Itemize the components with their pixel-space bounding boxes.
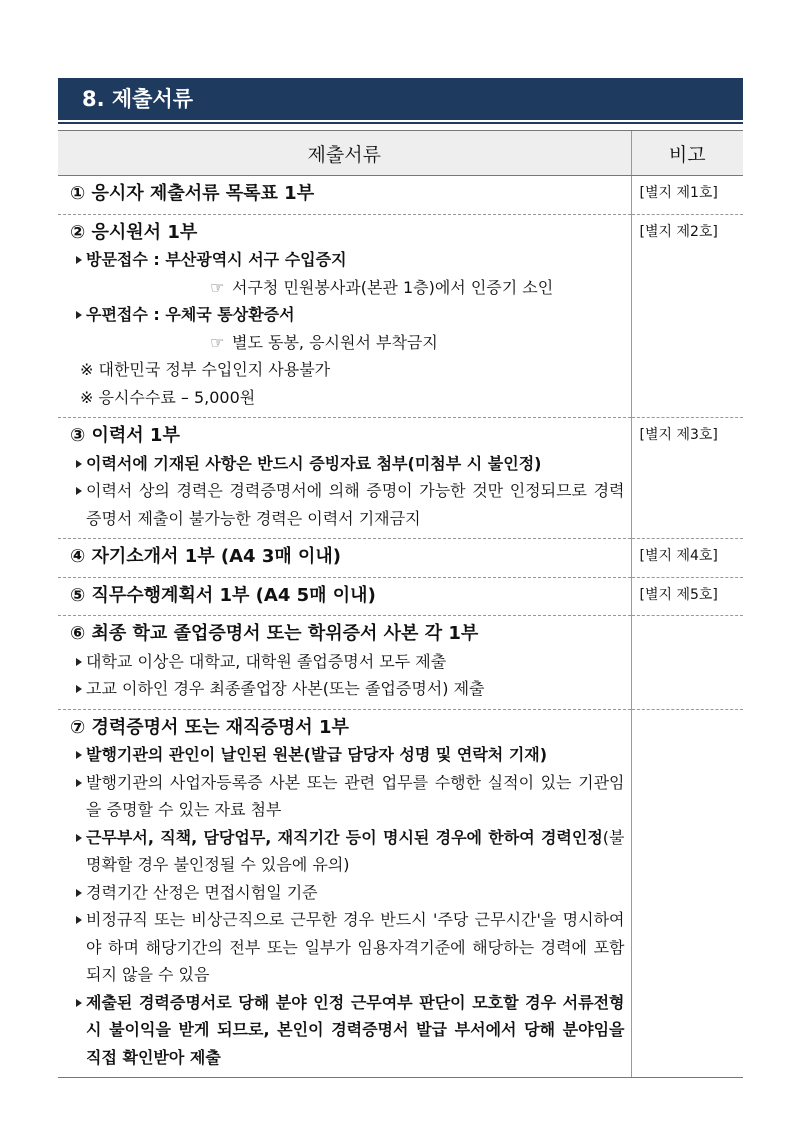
submission-documents-table xyxy=(58,130,743,1078)
bullet-item: 제출된 경력증명서로 당해 분야 인정 근무여부 판단이 모호할 경우 서류전형 시 불이익을 받게 되므로, 본인이 경력증명서 발급 부서에서 당해 분야임을 직접 확인받아 제출 xyxy=(70,989,625,1072)
table-row xyxy=(58,709,743,1078)
bullet-item: 이력서에 기재된 사항은 반드시 증빙자료 첨부(미첨부 시 불인정) xyxy=(70,450,625,478)
bullet-item: 대학교 이상은 대학교, 대학원 졸업증명서 모두 제출 xyxy=(70,648,625,676)
row-title: ② 응시원서 1부 xyxy=(70,221,198,243)
section-title: 8. 제출서류 xyxy=(82,87,194,111)
table-row xyxy=(58,418,743,539)
table-row xyxy=(58,616,743,710)
note-cell xyxy=(631,709,743,1078)
bullet-item: 경력기간 산정은 면접시험일 기준 xyxy=(70,879,625,907)
reference-line xyxy=(70,274,625,302)
bullet-item xyxy=(70,824,625,879)
header-underline xyxy=(58,122,743,124)
bullet-item: 방문접수 : 부산광역시 서구 수입증지 xyxy=(70,246,625,274)
table-row xyxy=(58,577,743,616)
table-row xyxy=(58,176,743,215)
reference-text: 별도 동봉, 응시원서 부착금지 xyxy=(232,332,438,352)
note-cell: [별지 제3호] xyxy=(631,418,743,539)
notice-line: ※ 응시수수료 – 5,000원 xyxy=(80,387,256,407)
note-cell: [별지 제4호] xyxy=(631,539,743,578)
bullet-bold-text: 근무부서, 직책, 담당업무, 재직기간 등이 명시된 경우에 한하여 경력인정 xyxy=(86,827,603,847)
table-row xyxy=(58,214,743,418)
docs-cell xyxy=(58,214,631,418)
pointing-hand-icon: ☞ xyxy=(210,277,225,297)
notice-line: ※ 대한민국 정부 수입인지 사용불가 xyxy=(80,360,331,379)
header-note: 비고 xyxy=(631,131,743,176)
row-title: ⑤ 직무수행계획서 1부 (A4 5매 이내) xyxy=(70,584,376,606)
bullet-plain-text: (불명확할 경우 불인정될 수 있음에 유의) xyxy=(86,827,625,874)
row-title: ① 응시자 제출서류 목록표 1부 xyxy=(70,183,315,204)
row-title: ⑥ 최종 학교 졸업증명서 또는 학위증서 사본 각 1부 xyxy=(70,623,479,644)
header-docs: 제출서류 xyxy=(58,131,631,176)
row-title: ③ 이력서 1부 xyxy=(70,425,180,446)
bullet-item: 고교 이하인 경우 최종졸업장 사본(또는 졸업증명서) 제출 xyxy=(70,675,625,703)
bullet-item: 우편접수 : 우체국 통상환증서 xyxy=(70,301,625,329)
table-header-row xyxy=(58,131,743,176)
bullet-item: 발행기관의 사업자등록증 사본 또는 관련 업무를 수행한 실적이 있는 기관임을 증명할 수 있는 자료 첨부 xyxy=(70,769,625,824)
docs-cell xyxy=(58,539,631,578)
note-cell: [별지 제1호] xyxy=(631,176,743,215)
pointing-hand-icon: ☞ xyxy=(210,332,225,352)
docs-cell xyxy=(58,418,631,539)
docs-cell xyxy=(58,616,631,710)
reference-text: 서구청 민원봉사과(본관 1층)에서 인증기 소인 xyxy=(232,277,554,297)
bullet-item: 비정규직 또는 비상근직으로 근무한 경우 반드시 '주당 근무시간'을 명시하여야 하며 해당기간의 전부 또는 일부가 임용자격기준에 해당하는 경력에 포함되지 않을 수 있음 xyxy=(70,906,625,989)
row-title: ④ 자기소개서 1부 (A4 3매 이내) xyxy=(70,546,342,567)
table-row xyxy=(58,539,743,578)
row-title: ⑦ 경력증명서 또는 재직증명서 1부 xyxy=(70,716,349,738)
reference-line xyxy=(70,329,625,357)
bullet-item: 발행기관의 관인이 날인된 원본(발급 담당자 성명 및 연락처 기재) xyxy=(70,741,625,769)
docs-cell xyxy=(58,176,631,215)
note-cell: [별지 제2호] xyxy=(631,214,743,418)
section-header xyxy=(58,78,743,120)
bullet-item: 이력서 상의 경력은 경력증명서에 의해 증명이 가능한 것만 인정되므로 경력증명서 제출이 불가능한 경력은 이력서 기재금지 xyxy=(70,477,625,532)
note-cell: [별지 제5호] xyxy=(631,577,743,616)
note-cell xyxy=(631,616,743,710)
docs-cell xyxy=(58,577,631,616)
docs-cell xyxy=(58,709,631,1078)
